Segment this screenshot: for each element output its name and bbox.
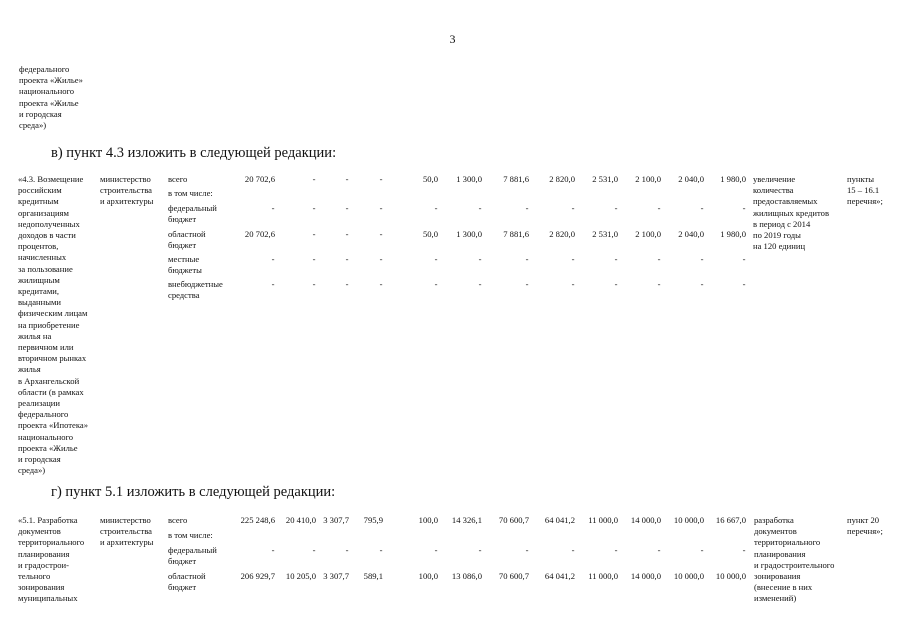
funding-value: -	[525, 279, 529, 289]
funding-value: 1 300,0	[456, 174, 482, 184]
funding-value: 100,0	[418, 515, 438, 525]
funding-value: -	[345, 174, 349, 184]
funding-value: 14 000,0	[630, 571, 661, 581]
funding-value: -	[434, 254, 438, 264]
funding-value: 50,0	[422, 229, 438, 239]
funding-value: -	[657, 279, 661, 289]
funding-value: 13 086,0	[451, 571, 482, 581]
funding-value: -	[271, 279, 275, 289]
funding-value: -	[742, 545, 746, 555]
funding-value: -	[345, 203, 349, 213]
funding-source: федеральный бюджет	[168, 203, 217, 225]
funding-value: -	[742, 203, 746, 213]
table-section-4-3	[0, 174, 905, 474]
funding-value: -	[379, 229, 383, 239]
funding-value: -	[614, 254, 618, 264]
funding-value: 70 600,7	[498, 515, 529, 525]
previous-item-fragment: федерального проекта «Жилье» национального проекта «Жилье и городская среда»)	[19, 64, 83, 131]
funding-source: федеральный бюджет	[168, 545, 217, 567]
funding-value: -	[312, 545, 316, 555]
funding-value: -	[478, 545, 482, 555]
funding-value: -	[525, 254, 529, 264]
funding-value: -	[657, 254, 661, 264]
indicator-link: пункт 20 перечня»;	[847, 515, 883, 537]
funding-value: -	[525, 545, 529, 555]
funding-value: -	[478, 279, 482, 289]
funding-value: 20 702,6	[244, 229, 275, 239]
funding-value: 2 531,0	[592, 229, 618, 239]
funding-value: 10 000,0	[673, 571, 704, 581]
funding-value: -	[379, 174, 383, 184]
funding-value: 2 820,0	[549, 174, 575, 184]
funding-value: 3 307,7	[323, 515, 349, 525]
page-number: 3	[449, 32, 456, 46]
funding-value: 2 040,0	[678, 229, 704, 239]
funding-value: -	[525, 203, 529, 213]
funding-source: областной бюджет	[168, 229, 206, 251]
funding-value: 70 600,7	[498, 571, 529, 581]
executor: министерство строительства и архитектуры	[100, 515, 154, 548]
funding-value: 16 667,0	[715, 515, 746, 525]
funding-value: 64 041,2	[544, 571, 575, 581]
funding-value: 795,9	[363, 515, 383, 525]
funding-value: -	[742, 254, 746, 264]
funding-value: 225 248,6	[240, 515, 275, 525]
funding-value: 1 980,0	[720, 174, 746, 184]
funding-value: 3 307,7	[323, 571, 349, 581]
funding-value: 20 410,0	[285, 515, 316, 525]
funding-value: -	[345, 229, 349, 239]
funding-value: -	[571, 254, 575, 264]
funding-source: всего	[168, 174, 188, 184]
funding-value: -	[657, 203, 661, 213]
funding-value: 1 300,0	[456, 229, 482, 239]
funding-source: всего	[168, 515, 188, 525]
funding-value: 206 929,7	[240, 571, 275, 581]
funding-value: -	[312, 229, 316, 239]
funding-value: -	[478, 203, 482, 213]
funding-value: 64 041,2	[544, 515, 575, 525]
funding-source: внебюджетные средства	[168, 279, 223, 301]
funding-value: -	[700, 203, 704, 213]
funding-value: -	[312, 254, 316, 264]
funding-value: -	[379, 279, 383, 289]
funding-value: 1 980,0	[720, 229, 746, 239]
funding-value: -	[379, 254, 383, 264]
funding-value: -	[271, 545, 275, 555]
funding-value: -	[345, 279, 349, 289]
funding-value: -	[312, 279, 316, 289]
indicator-link: пункты 15 – 16.1 перечня»;	[847, 174, 883, 207]
funding-value: 7 881,6	[503, 229, 529, 239]
funding-value: -	[700, 545, 704, 555]
funding-value: 2 100,0	[635, 229, 661, 239]
funding-value: -	[271, 203, 275, 213]
funding-value: 14 000,0	[630, 515, 661, 525]
executor: министерство строительства и архитектуры	[100, 174, 154, 207]
funding-value: 20 702,6	[244, 174, 275, 184]
funding-value: 50,0	[422, 174, 438, 184]
funding-value: 2 040,0	[678, 174, 704, 184]
funding-source: областной бюджет	[168, 571, 206, 593]
table-section-5-1	[0, 515, 905, 635]
funding-value: 10 000,0	[673, 515, 704, 525]
funding-value: -	[614, 545, 618, 555]
funding-value: -	[312, 174, 316, 184]
funding-value: -	[271, 254, 275, 264]
funding-value: 2 100,0	[635, 174, 661, 184]
funding-value: -	[571, 545, 575, 555]
funding-value: 11 000,0	[588, 571, 618, 581]
funding-value: -	[312, 203, 316, 213]
funding-value: 11 000,0	[588, 515, 618, 525]
funding-value: -	[571, 203, 575, 213]
funding-source: в том числе:	[168, 188, 213, 198]
funding-value: -	[379, 203, 383, 213]
funding-value: -	[345, 545, 349, 555]
funding-value: -	[700, 254, 704, 264]
funding-source: в том числе:	[168, 530, 213, 540]
funding-value: -	[657, 545, 661, 555]
funding-value: -	[614, 279, 618, 289]
funding-value: -	[434, 279, 438, 289]
funding-value: 2 531,0	[592, 174, 618, 184]
funding-value: -	[345, 254, 349, 264]
funding-value: -	[700, 279, 704, 289]
funding-value: 100,0	[418, 571, 438, 581]
expected-result: увеличение количества предоставляемых жилищных кредитов в период с 2014 по 2019 годы на 120 единиц	[753, 174, 830, 252]
funding-value: -	[614, 203, 618, 213]
funding-value: 10 205,0	[285, 571, 316, 581]
funding-value: 14 326,1	[451, 515, 482, 525]
funding-value: 589,1	[363, 571, 383, 581]
funding-value: 2 820,0	[549, 229, 575, 239]
funding-value: -	[379, 545, 383, 555]
heading-item-4-3: в) пункт 4.3 изложить в следующей редакции:	[51, 145, 337, 161]
funding-value: -	[434, 203, 438, 213]
funding-value: -	[742, 279, 746, 289]
funding-value: -	[478, 254, 482, 264]
funding-source: местные бюджеты	[168, 254, 202, 276]
expected-result: разработка документов территориального планирования и градостроительного зонирования (внесение в них изменений)	[754, 515, 835, 604]
activity-name: «4.3. Возмещение российским кредитным организациям недополученных доходов в части процентов, начисленных за пользование жилищным кредитами, выданными физическим лицам на приобретение жилья на первичном или вторичном рынках жилья в Архангельской области (в рамках реализации федерального проекта «Ипотека» национального проекта «Жилье и городская среда»)	[18, 174, 89, 476]
heading-item-5-1: г) пункт 5.1 изложить в следующей редакции:	[51, 484, 336, 500]
funding-value: -	[571, 279, 575, 289]
funding-value: 10 000,0	[715, 571, 746, 581]
funding-value: -	[434, 545, 438, 555]
activity-name: «5.1. Разработка документов территориального планирования и градострои- тельного зонирования муниципальных	[18, 515, 85, 604]
funding-value: 7 881,6	[503, 174, 529, 184]
